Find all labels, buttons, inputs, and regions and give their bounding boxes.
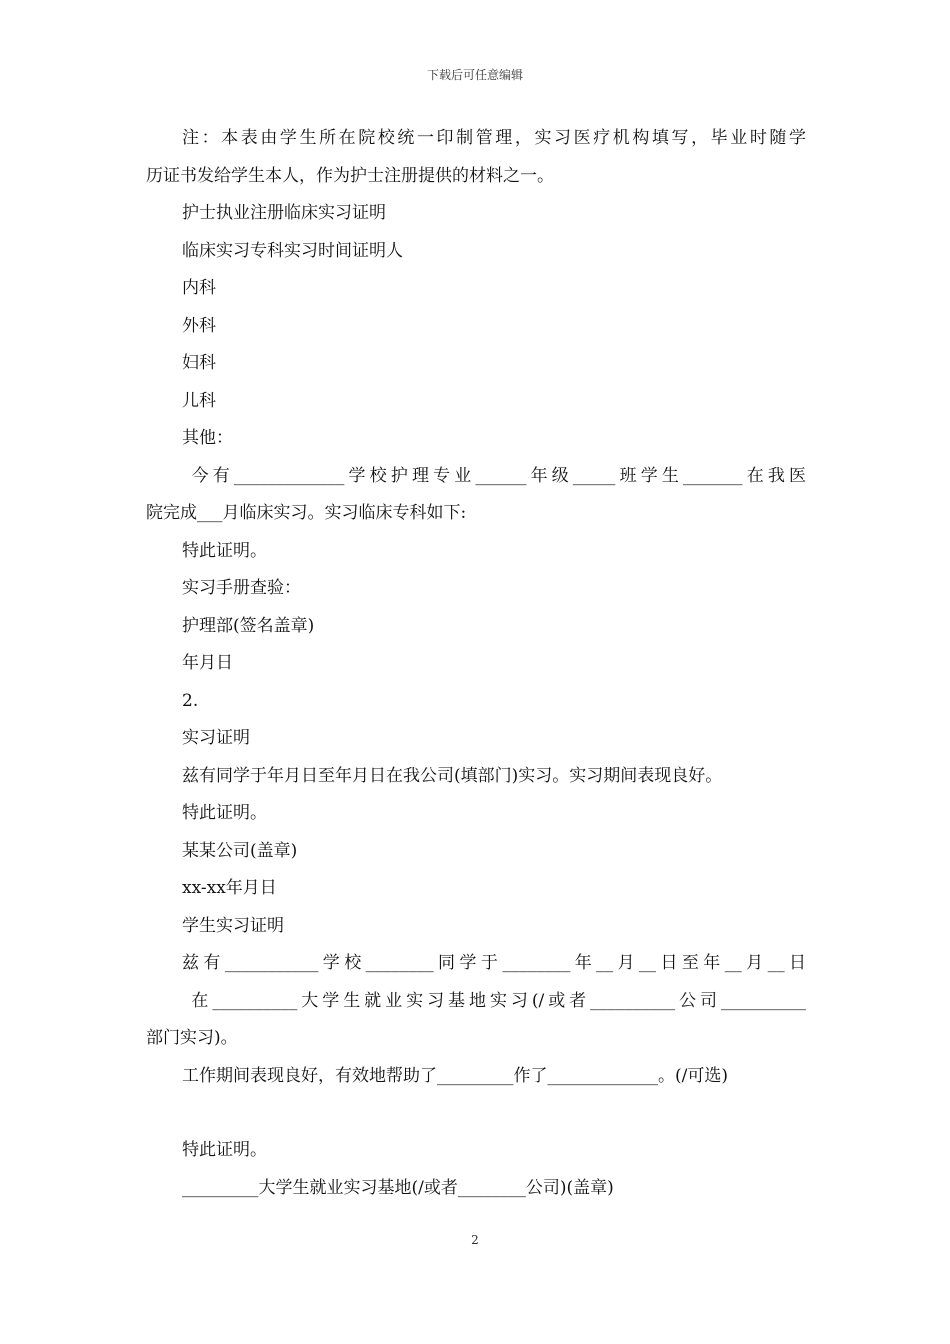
section-number-2: 2. bbox=[182, 690, 199, 711]
hereby-certify-2: 特此证明。 bbox=[182, 803, 267, 823]
document-body bbox=[146, 120, 806, 1207]
section-title-nurse-cert: 护士执业注册临床实习证明 bbox=[182, 203, 386, 223]
student-cert-line-2: 在__________大学生就业实习基地实习(/或者__________公司__________ bbox=[182, 990, 807, 1011]
dept-pediatrics: 儿科 bbox=[182, 390, 216, 411]
internship-cert-text: 兹有同学于年月日至年月日在我公司(填部门)实习。实习期间表现良好。 bbox=[182, 765, 723, 786]
nursing-dept-signature: 护理部(签名盖章) bbox=[182, 615, 315, 636]
dept-other: 其他： bbox=[182, 428, 233, 448]
dept-gynecology: 妇科 bbox=[182, 353, 216, 373]
cert-text-line-1: 今有_____________学校护理专业______年级_____班学生_______在我医 bbox=[182, 465, 807, 486]
cert-text-line-2: 院完成___月临床实习。实习临床专科如下: bbox=[146, 503, 467, 523]
hereby-certify-3: 特此证明。 bbox=[182, 1140, 267, 1160]
base-seal-line: _________大学生就业实习基地(/或者________公司)(盖章) bbox=[182, 1177, 614, 1198]
section-title-student-cert: 学生实习证明 bbox=[182, 915, 284, 936]
page-header: 下载后可任意编辑 bbox=[426, 68, 523, 82]
company-seal: 某某公司(盖章) bbox=[182, 840, 298, 861]
section-title-internship-cert: 实习证明 bbox=[182, 728, 250, 748]
handbook-check: 实习手册查验： bbox=[182, 578, 301, 598]
note-line-2: 历证书发给学生本人，作为护士注册提供的材料之一。 bbox=[146, 165, 554, 186]
student-cert-line-3: 部门实习)。 bbox=[146, 1028, 238, 1048]
note-line-1: 注：本表由学生所在院校统一印制管理，实习医疗机构填写，毕业时随学 bbox=[182, 128, 806, 148]
table-header-line: 临床实习专科实习时间证明人 bbox=[182, 240, 403, 261]
dept-internal: 内科 bbox=[182, 278, 216, 298]
dept-surgery: 外科 bbox=[182, 315, 216, 336]
student-cert-line-1: 兹有___________学校________同学于________年__月__日至年__月__日 bbox=[182, 953, 806, 973]
hereby-certify-1: 特此证明。 bbox=[182, 540, 267, 561]
blank-line bbox=[146, 1095, 806, 1132]
date-line-1: 年月日 bbox=[182, 653, 233, 673]
page-number: 2 bbox=[471, 1233, 479, 1247]
date-line-2: xx-xx年月日 bbox=[182, 878, 277, 898]
work-performance-line: 工作期间表现良好，有效地帮助了_________作了_____________。(/可选) bbox=[182, 1065, 728, 1086]
